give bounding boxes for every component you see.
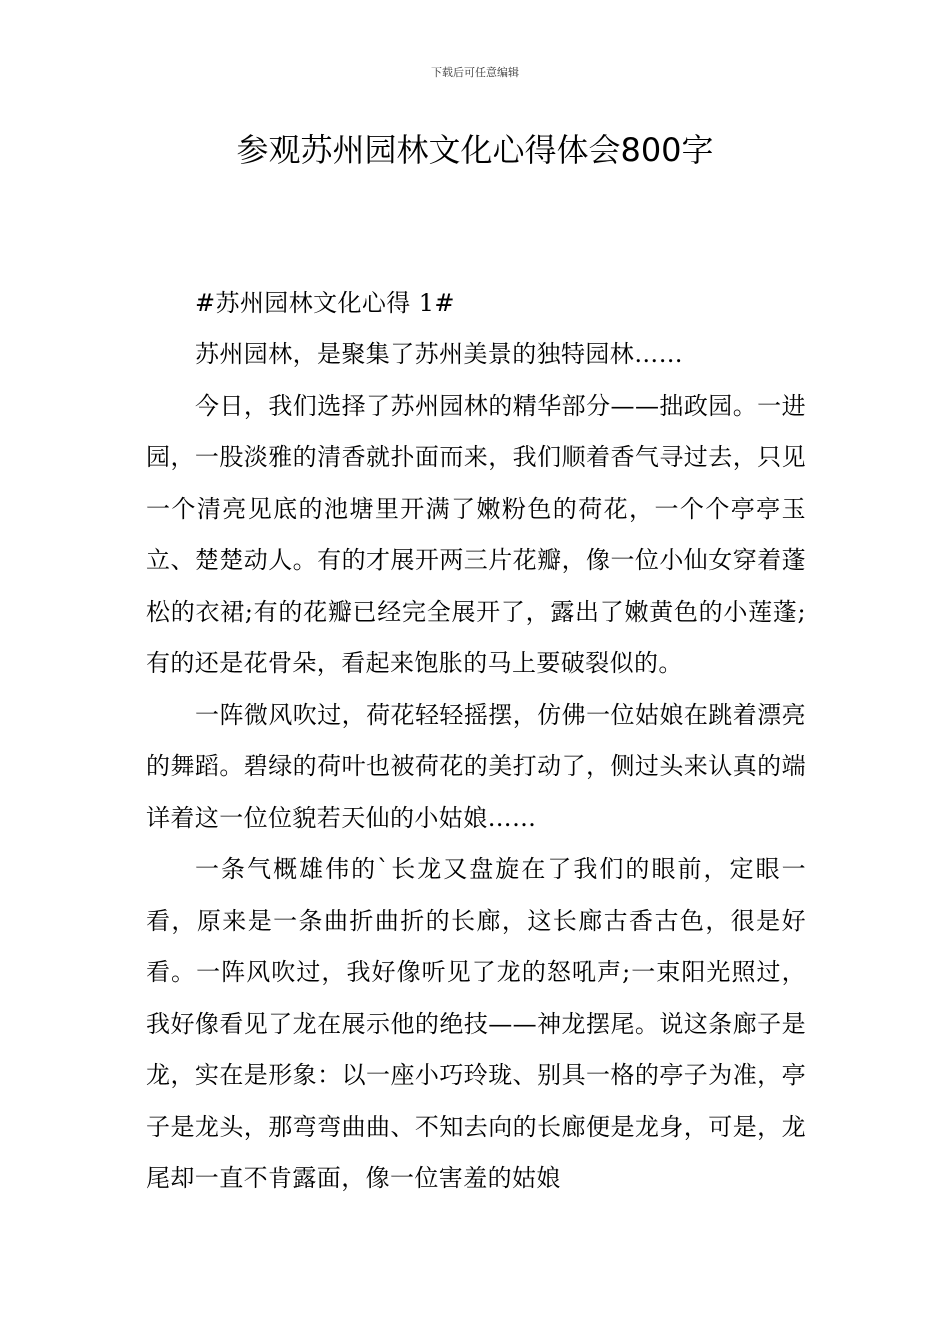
- page-title: 参观苏州园林文化心得体会800字: [236, 131, 714, 169]
- paragraph: 苏州园林，是聚集了苏州美景的独特园林……: [195, 340, 683, 368]
- paragraph: 一条气概雄伟的`长龙又盘旋在了我们的眼前，定眼一看，原来是一条曲折曲折的长廊，这长廊古香古色，很是好看。一阵风吹过，我好像听见了龙的怒吼声;一束阳光照过，我好像看见了龙在展示他的绝技——神龙摆尾。说这条廊子是龙，实在是形象：以一座小巧玲珑、别具一格的亭子为准，亭子是龙头，那弯弯曲曲、不知去向的长廊便是龙身，可是，龙尾却一直不肯露面，像一位害羞的姑娘: [146, 855, 806, 1192]
- header-note: 下载后可任意编辑: [431, 66, 519, 79]
- section-heading: #苏州园林文化心得 1#: [195, 289, 455, 317]
- paragraph: 一阵微风吹过，荷花轻轻摇摆，仿佛一位姑娘在跳着漂亮的舞蹈。碧绿的荷叶也被荷花的美打动了，侧过头来认真的端详着这一位位貌若天仙的小姑娘……: [146, 700, 806, 832]
- paragraph: 今日，我们选择了苏州园林的精华部分——拙政园。一进园，一股淡雅的清香就扑面而来，我们顺着香气寻过去，只见一个清亮见底的池塘里开满了嫩粉色的荷花，一个个亭亭玉立、楚楚动人。有的才展开两三片花瓣，像一位小仙女穿着蓬松的衣裙;有的花瓣已经完全展开了，露出了嫩黄色的小莲蓬;有的还是花骨朵，看起来饱胀的马上要破裂似的。: [146, 391, 806, 677]
- article-body: [146, 278, 806, 1205]
